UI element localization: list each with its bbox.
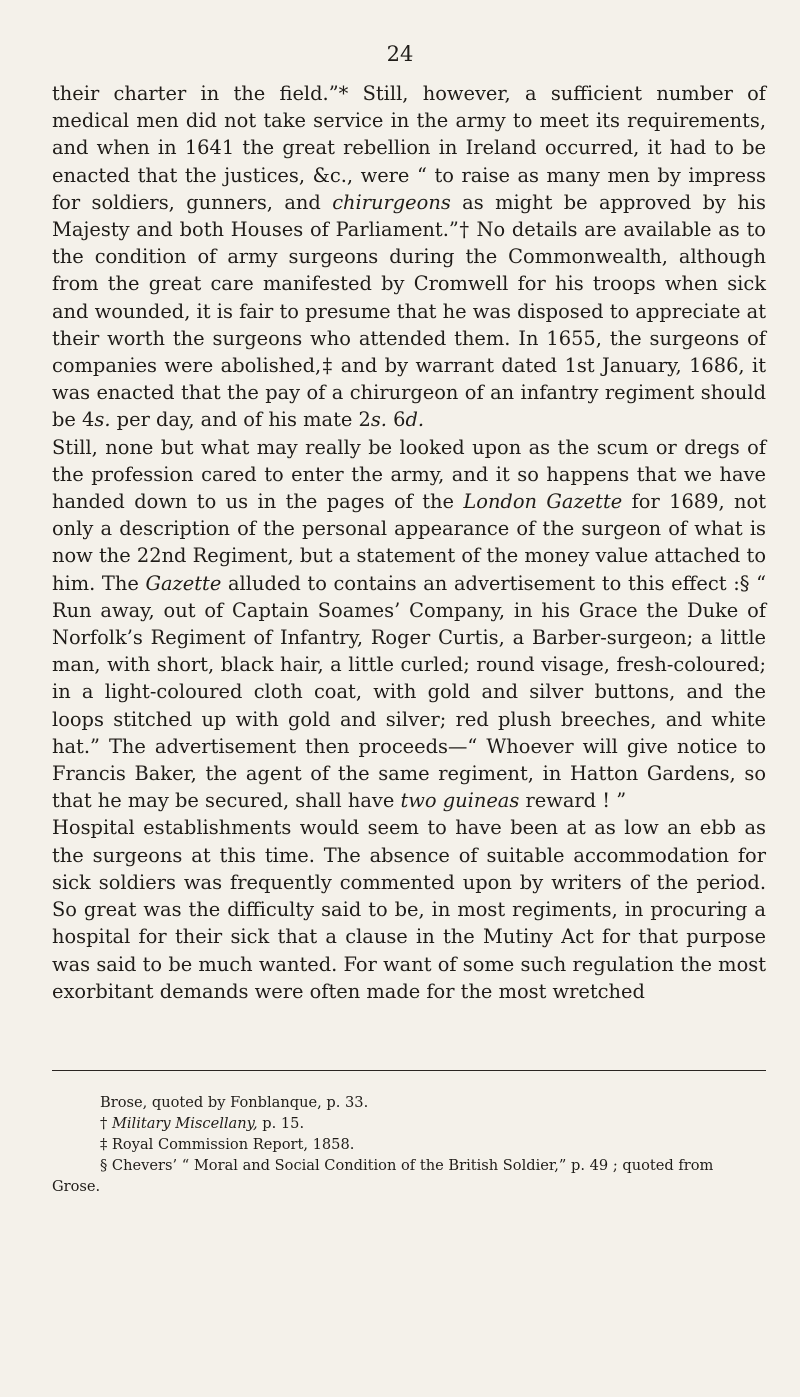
text-run: § Chevers’ “ Moral and Social Condition of the British Soldier,” p. 49 ; quoted from Grose. [52,1157,714,1195]
italic-text: s. [94,408,111,432]
text-run: 6 [386,408,406,432]
text-run: alluded to contains an advertisement to this effect :§ “ Run away, out of Captain Soames’ Company, in his Grace the Duke of Norfolk’s Regiment of Infantry, Roger Curtis, a Barber-surgeon; a little man, with short, black hair, a little curled; round visage, fresh-coloured; in a light-coloured cloth coat, with gold and silver buttons, and the loops stitched up with gold and silver; red plush breeches, and white hat.” The advertisement then proceeds—“ Whoever will give notice to Francis Baker, the agent of the same regiment, in Hatton Gardens, so that he may be secured, shall have [52,571,767,813]
footnote [52,1113,766,1134]
text-run: reward ! ” [519,789,627,813]
footnote [52,1155,766,1197]
text-run: † [100,1115,112,1132]
text-run: their charter in the field.”* Still, however, a sufficient number of medical men did not take service in the army to meet its requirements, and when in 1641 the great rebellion in Ireland occurred, it had to be enacted that the justices, &c., were “ to raise as many men by impress for soldiers, gunners, and [52,82,766,214]
italic-text: chirurgeons [332,190,451,214]
paragraph [52,814,766,1004]
text-run: Hospital establishments would seem to have been at as low an ebb as the surgeons at this time. The absence of suitable accommodation for sick soldiers was frequently commented upon by writers of the period. So great was the difficulty said to be, in most regiments, in procuring a hospital for their sick that a clause in the Mutiny Act for that purpose was said to be much wanted. For want of some such regulation the most exorbitant demands were often made for the most wretched [52,816,766,1003]
text-run: ‡ Royal Commission Report, 1858. [100,1136,355,1153]
italic-text: London Gazette [463,490,623,514]
italic-text: Military Miscellany, [111,1115,258,1132]
page-number: 24 [386,42,414,66]
text-run: as might be approved by his Majesty and both Houses of Parliament.”† No details are available as to the condition of army surgeons during the Commonwealth, although from the great care manifested by Cromwell for his troops when sick and wounded, it is fair to presume that he was disposed to appreciate at their worth the surgeons who attended them. In 1655, the surgeons of companies were abolished,‡ and by warrant dated 1st January, 1686, it was enacted that the pay of a chirurgeon of an infantry regiment should be 4 [52,190,766,432]
text-run: Still, none but what may really be looked upon as the scum or dregs of the profession cared to enter the army, and it so happens that we have handed down to us in the pages of the [52,435,766,514]
footnotes [52,1092,766,1197]
paragraph [52,434,766,815]
italic-text: d. [405,408,425,432]
footnote [52,1092,766,1113]
italic-text: s. [370,408,387,432]
text-run: Brose, quoted by Fonblanque, p. 33. [100,1094,369,1111]
paragraph [52,80,766,434]
footnote-divider [52,1070,766,1071]
text-run: per day, and of his mate 2 [110,408,371,432]
italic-text: Gazette [145,571,222,595]
footnote [52,1134,766,1155]
text-run: for 1689, not only a description of the personal appearance of the surgeon of what is now the 22nd Regiment, but a statement of the money value attached to him. The [52,490,767,595]
body-text [52,80,766,1005]
text-run: p. 15. [257,1115,305,1132]
italic-text: two guineas [400,789,520,813]
